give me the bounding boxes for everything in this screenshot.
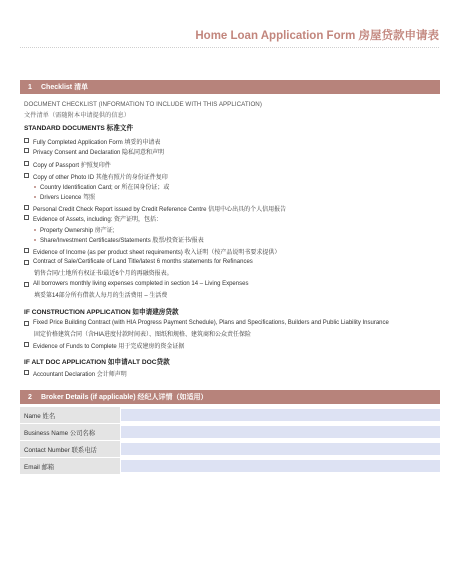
broker-details-table	[20, 406, 440, 475]
checklist-item-living-expenses[interactable]	[24, 281, 248, 287]
checkbox[interactable]	[24, 370, 29, 375]
contact-number-input[interactable]	[121, 443, 440, 455]
section-2-header	[20, 390, 440, 404]
living-expenses-cn: 填妥第14部分所有借款人每月的生活费用 – 生活费	[34, 293, 168, 299]
checklist-item-label: Evidence of Funds to Complete 用于完成建房的资金证据	[33, 344, 185, 350]
checklist-item-label: Evidence of Income (as per product sheet requirements) 收入证明（按产品说明书要求提供）	[33, 250, 281, 256]
form-title: Home Loan Application Form 房屋贷款申请表	[195, 30, 439, 42]
broker-name-label: Name 姓名	[20, 407, 121, 423]
contact-number-label: Contact Number 联系电话	[20, 441, 121, 457]
section-1-header	[20, 80, 440, 94]
bullet-icon	[34, 196, 36, 198]
checklist-item-evidence-of-funds[interactable]	[24, 341, 184, 350]
checklist-item-label: Evidence of Assets, including: 资产证明，包括：	[33, 217, 163, 223]
building-contract-cn: 固定价格建筑合同（含HIA进度付款时间表）、图纸和规格、建筑商和公众责任保险	[34, 332, 252, 338]
checklist-item-label: Privacy Consent and Declaration 隐私同意和声明	[33, 150, 165, 156]
checklist-item-photo-id[interactable]	[24, 172, 168, 181]
broker-field-row	[20, 407, 440, 424]
broker-field-row	[20, 424, 440, 441]
checklist-item-label: Copy of other Photo ID 其他有照片的身份证件复印	[33, 175, 168, 181]
checkbox[interactable]	[24, 321, 29, 326]
photo-id-subitem: Drivers Licence 驾照	[34, 192, 95, 201]
checkbox[interactable]	[24, 205, 29, 210]
section-2-number: 2	[28, 393, 32, 401]
email-input[interactable]	[121, 460, 440, 472]
contract-of-sale-cn: 销售合同/土地所有权证书/最近6个月的再融资报表。	[34, 271, 173, 277]
checklist-item-label: All borrowers monthly living expenses completed in section 14 – Living Expenses	[33, 281, 249, 287]
broker-field-row	[20, 441, 440, 458]
checklist-item-application-form[interactable]	[24, 137, 160, 146]
standard-documents-heading: STANDARD DOCUMENTS 标准文件	[24, 125, 134, 132]
business-name-input[interactable]	[121, 426, 440, 438]
checklist-item-contract-of-sale[interactable]	[24, 259, 253, 265]
checkbox[interactable]	[24, 282, 29, 287]
checklist-item-credit-report[interactable]	[24, 204, 286, 213]
business-name-label: Business Name 公司名称	[20, 424, 121, 440]
section-1-number: 1	[28, 83, 32, 91]
checkbox[interactable]	[24, 161, 29, 166]
title-divider	[20, 47, 439, 48]
assets-subitem: Share/Investment Certificates/Statements 股票/投资证书/报表	[34, 235, 204, 244]
checklist-item-building-contract[interactable]	[24, 320, 389, 326]
checklist-item-passport[interactable]	[24, 160, 111, 169]
section-1-label: Checklist 清单	[41, 84, 89, 91]
checkbox[interactable]	[24, 342, 29, 347]
checklist-item-label: Accountant Declaration 会计师声明	[33, 372, 127, 378]
bullet-icon	[34, 186, 36, 188]
checklist-item-evidence-of-assets[interactable]	[24, 214, 162, 223]
bullet-icon	[34, 239, 36, 241]
checklist-item-label: Personal Credit Check Report issued by Credit Reference Centre 信用中心出具的个人信用报告	[33, 207, 287, 213]
checkbox[interactable]	[24, 215, 29, 220]
checklist-item-label: Copy of Passport 护照复印件	[33, 163, 111, 169]
checkbox[interactable]	[24, 148, 29, 153]
broker-field-row	[20, 458, 440, 475]
checklist-item-evidence-of-income[interactable]	[24, 247, 280, 256]
assets-subitem: Property Ownership 房产证;	[34, 225, 114, 234]
checklist-item-label: Fully Completed Application Form 填妥的申请表	[33, 140, 161, 146]
alt-doc-heading: IF ALT DOC APPLICATION 如申请ALT DOC贷款	[24, 359, 170, 366]
bullet-icon	[34, 229, 36, 231]
email-label: Email 邮箱	[20, 458, 121, 474]
doc-checklist-heading-cn: 文件清单（需随附本申请提供的信息）	[24, 112, 131, 119]
construction-heading: IF CONSTRUCTION APPLICATION 如申请建房贷款	[24, 309, 179, 316]
checkbox[interactable]	[24, 173, 29, 178]
photo-id-subitem: Country Identification Card; or 所在国身份证；或	[34, 182, 169, 191]
section-2-label: Broker Details (if applicable) 经纪人详情（如适用）	[41, 394, 208, 401]
checklist-item-privacy-consent[interactable]	[24, 147, 164, 156]
checklist-item-label: Contract of Sale/Certificate of Land Title/latest 6 months statements for Refinances	[33, 259, 253, 265]
checklist-item-accountant-declaration[interactable]	[24, 369, 127, 378]
checklist-item-label: Fixed Price Building Contract (with HIA Progress Payment Schedule), Plans and Specifications, Builders and Public Liability Insurance	[33, 320, 389, 326]
broker-name-input[interactable]	[121, 409, 440, 421]
checkbox[interactable]	[24, 138, 29, 143]
checkbox[interactable]	[24, 260, 29, 265]
doc-checklist-heading: DOCUMENT CHECKLIST (INFORMATION TO INCLUDE WITH THIS APPLICATION)	[24, 101, 262, 108]
checkbox[interactable]	[24, 248, 29, 253]
